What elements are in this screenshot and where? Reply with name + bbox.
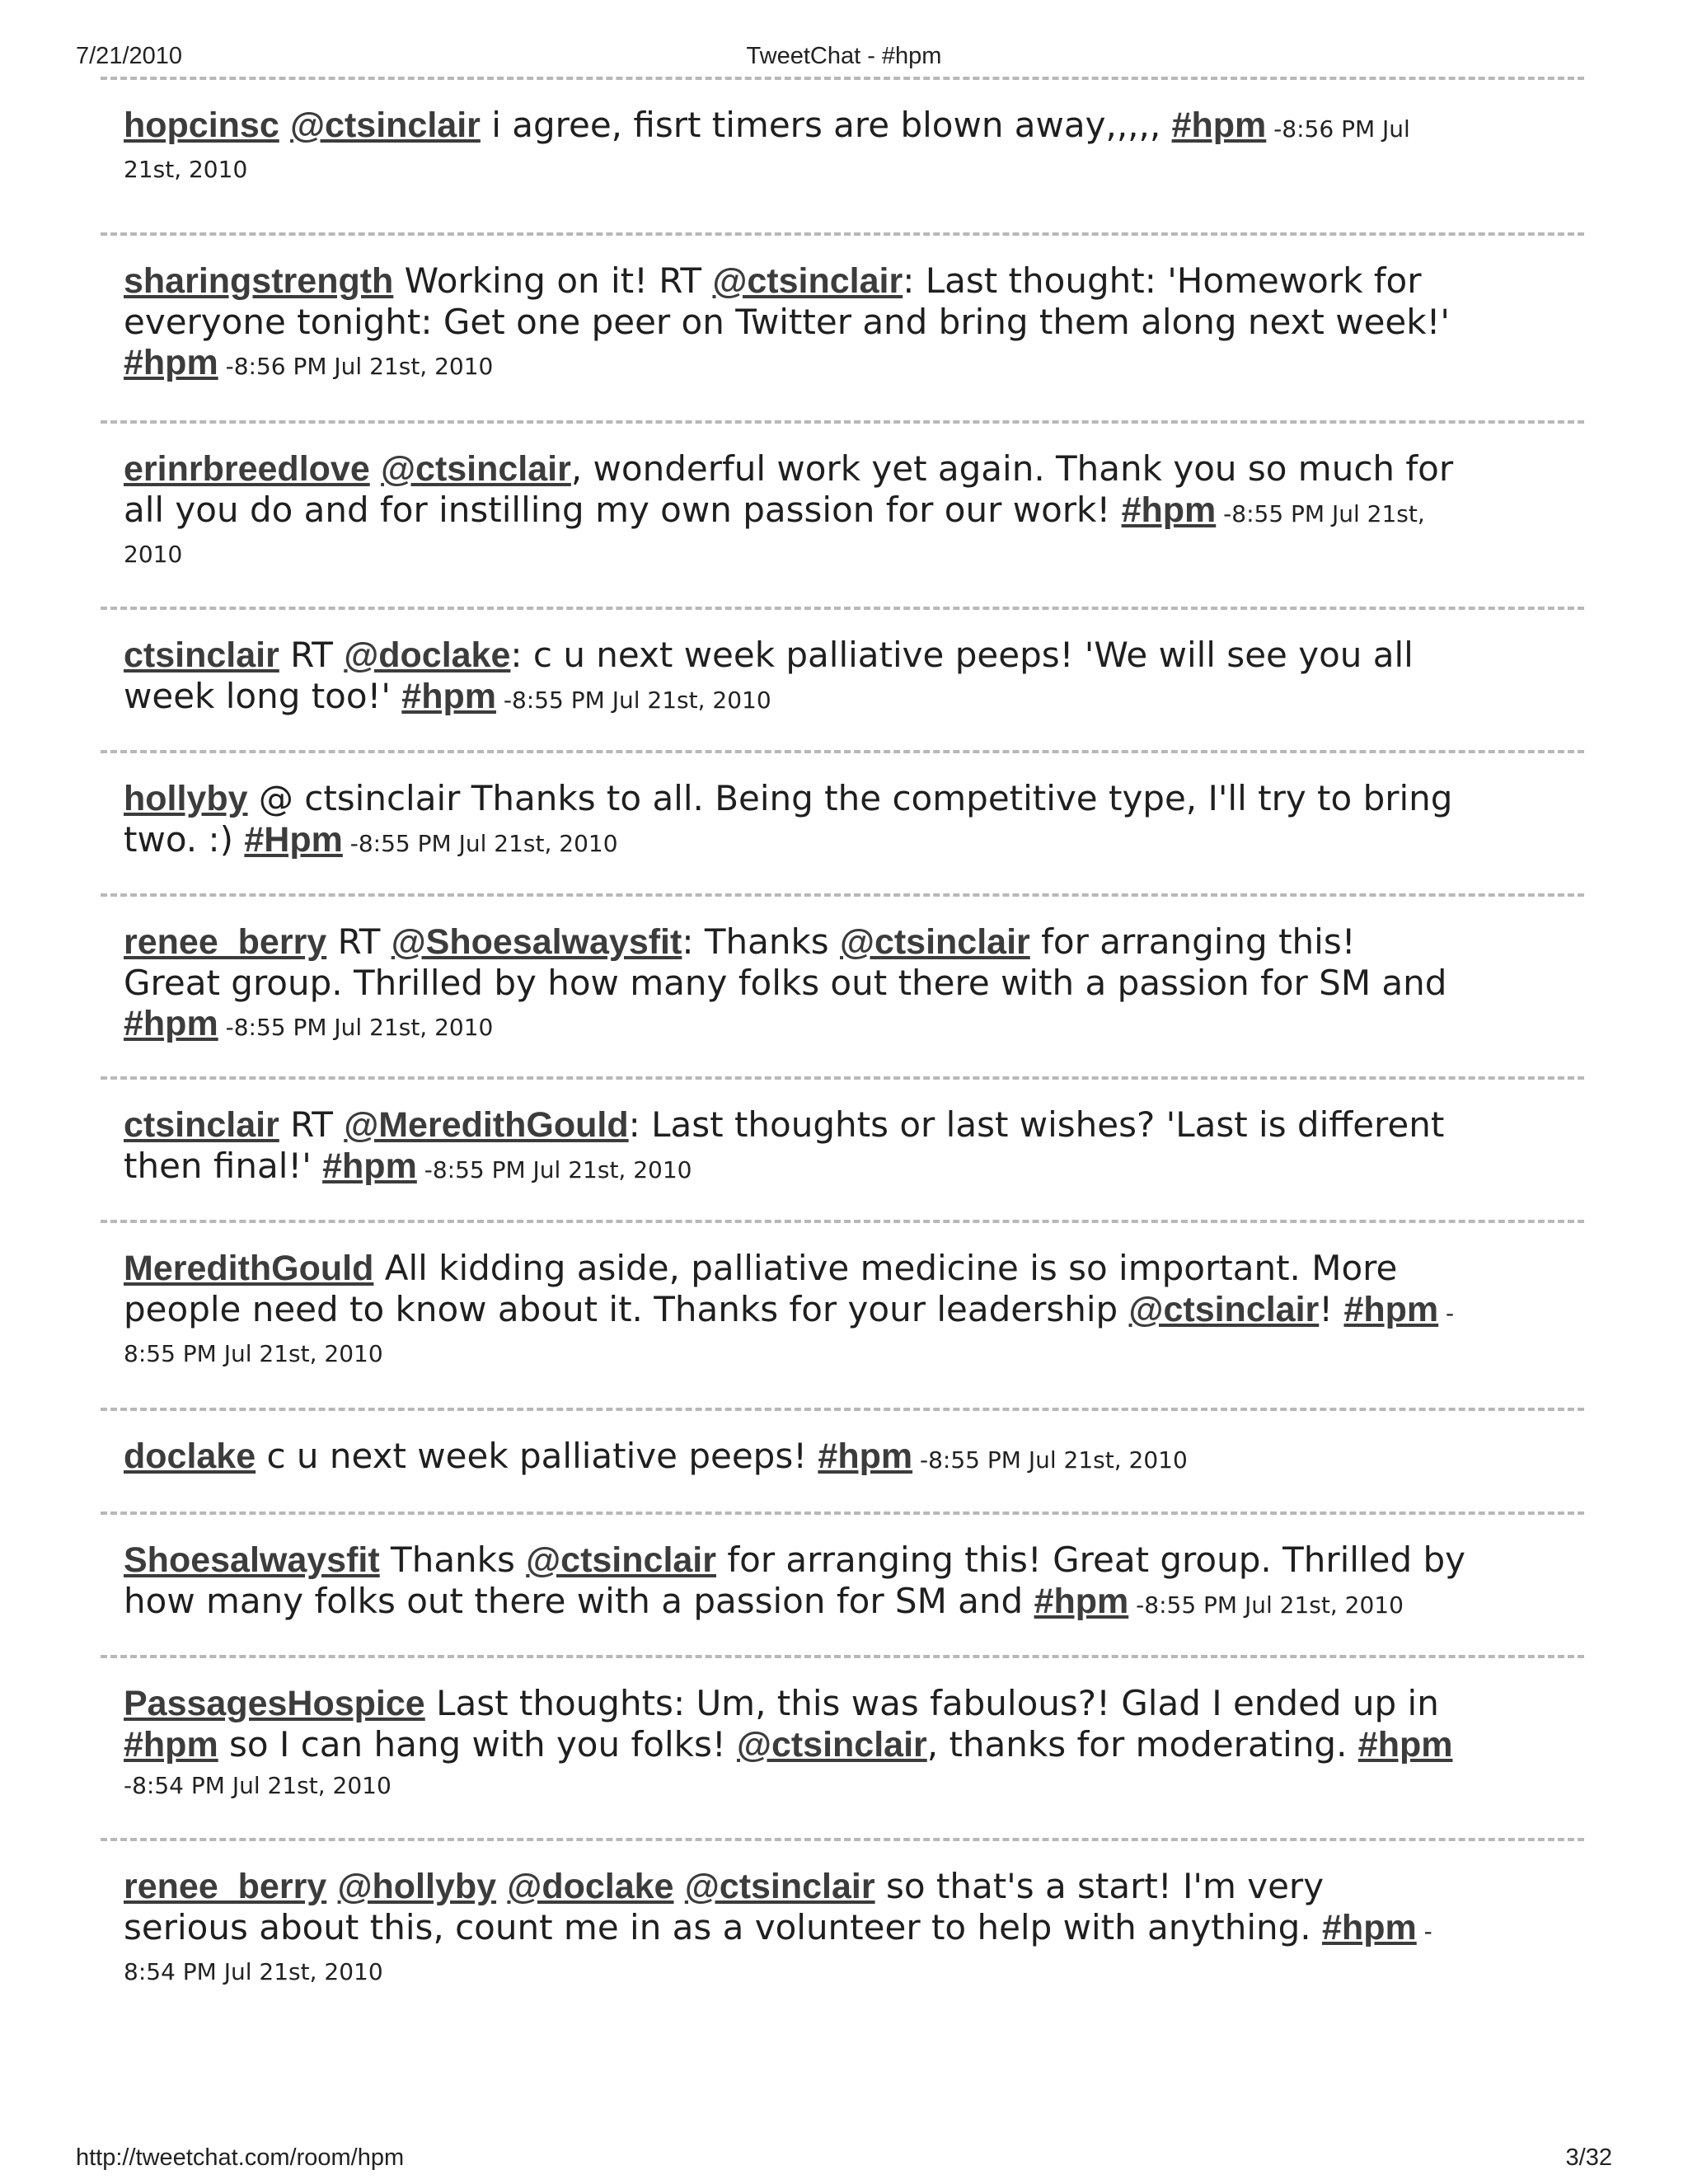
tweet-text: ! [1319, 1289, 1344, 1329]
tweet-line [124, 635, 1561, 676]
tweet-username-link[interactable]: renee_berry [124, 1867, 327, 1906]
print-header-title: TweetChat - #hpm [746, 43, 942, 69]
tweet-line [124, 534, 1561, 575]
tweet-timestamp: 8:55 PM Jul 21st, 2010 [124, 1340, 383, 1367]
tweet-text [279, 105, 290, 145]
mention-link[interactable]: @ctsinclair [1128, 1290, 1320, 1329]
tweet-line [124, 1003, 1561, 1047]
tweet-text: All kidding aside, palliative medicine is so important. More [373, 1248, 1398, 1288]
tweet-username-link[interactable]: MeredithGould [124, 1249, 374, 1288]
tweet-item [101, 77, 1584, 232]
tweet-line [124, 1724, 1561, 1765]
mention-link[interactable]: @ctsinclair [526, 1540, 716, 1580]
tweet-timestamp: -8:54 PM Jul 21st, 2010 [124, 1772, 392, 1799]
tweet-timestamp: - [1438, 1300, 1455, 1327]
tweet-timestamp: -8:56 PM Jul [1266, 115, 1410, 143]
tweet-line [124, 963, 1561, 1003]
hashtag-link[interactable]: #hpm [1034, 1582, 1129, 1621]
tweet-line [124, 302, 1561, 342]
tweet-text: Working on it! RT [393, 260, 713, 301]
tweet-line [124, 1436, 1561, 1480]
tweet-username-link[interactable]: doclake [124, 1436, 256, 1476]
tweet-timestamp: -8:55 PM Jul 21st, 2010 [218, 1014, 494, 1041]
tweet-line [124, 921, 1561, 963]
mention-link[interactable]: @ctsinclair [290, 105, 481, 145]
tweet-text: for arranging this! Great group. Thrilled by [715, 1540, 1465, 1580]
tweet-text: Great group. Thrilled by how many folks out there with a passion for SM and [124, 963, 1447, 1003]
tweet-item [101, 1076, 1584, 1220]
tweet-text: RT [326, 921, 392, 962]
tweet-text: serious about this, count me in as a volunteer to help with anything. [124, 1907, 1323, 1947]
tweet-item [101, 1655, 1584, 1838]
tweet-timestamp: 2010 [124, 541, 183, 568]
tweet-timestamp: - [1416, 1918, 1432, 1945]
tweet-line [124, 448, 1561, 490]
tweet-timestamp: 21st, 2010 [124, 156, 248, 183]
print-header-date: 7/21/2010 [76, 43, 183, 69]
hashtag-link[interactable]: #hpm [1121, 490, 1217, 530]
tweet-line [124, 1866, 1561, 1907]
tweet-line [124, 1104, 1561, 1146]
tweet-text: , wonderful work yet again. Thank you so much for [570, 448, 1454, 489]
tweet-text: week long too!' [124, 676, 402, 716]
mention-link[interactable]: @Shoesalwaysfit [391, 922, 682, 962]
tweet-timestamp: -8:55 PM Jul 21st, [1216, 500, 1425, 527]
tweet-text: c u next week palliative peeps! [256, 1436, 818, 1476]
tweet-line [124, 1146, 1561, 1190]
tweet-item [101, 1220, 1584, 1408]
mention-link[interactable]: @ctsinclair [684, 1867, 875, 1906]
tweet-username-link[interactable]: hopcinsc [124, 105, 279, 145]
tweet-username-link[interactable]: erinrbreedlove [124, 449, 370, 489]
print-footer-page-number: 3/32 [1565, 2144, 1612, 2171]
hashtag-link[interactable]: #hpm [818, 1436, 913, 1476]
tweet-text: Last thoughts: Um, this was fabulous?! Glad I ended up in [424, 1683, 1439, 1723]
tweet-text: how many folks out there with a passion for SM and [124, 1581, 1034, 1621]
tweet-text: : Last thought: 'Homework for [903, 260, 1422, 301]
mention-link[interactable]: @doclake [344, 635, 511, 675]
tweet-username-link[interactable]: hollyby [124, 779, 248, 818]
tweet-username-link[interactable]: ctsinclair [124, 1105, 279, 1145]
tweet-line [124, 1581, 1561, 1625]
tweet-text: , thanks for moderating. [926, 1724, 1358, 1765]
tweet-item [101, 893, 1584, 1076]
mention-link[interactable]: @ctsinclair [840, 922, 1030, 962]
hashtag-link[interactable]: #hpm [124, 1004, 218, 1043]
tweet-text: everyone tonight: Get one peer on Twitter and bring them along next week!' [124, 302, 1450, 342]
tweet-item [101, 420, 1584, 607]
tweet-username-link[interactable]: sharingstrength [124, 261, 394, 301]
hashtag-link[interactable]: #hpm [322, 1146, 417, 1186]
tweet-feed [101, 77, 1584, 2011]
tweet-line [124, 1540, 1561, 1581]
tweet-text: people need to know about it. Thanks for your leadership [124, 1289, 1129, 1329]
hashtag-link[interactable]: #hpm [1357, 1725, 1453, 1765]
tweet-text [673, 1866, 684, 1906]
tweet-line [124, 105, 1561, 149]
tweet-text [370, 448, 381, 489]
tweet-line [124, 149, 1561, 190]
tweet-timestamp: -8:55 PM Jul 21st, 2010 [912, 1446, 1188, 1474]
tweet-item [101, 750, 1584, 893]
tweet-item [101, 1408, 1584, 1511]
tweet-timestamp: -8:56 PM Jul 21st, 2010 [218, 353, 494, 380]
tweet-item [101, 607, 1584, 750]
tweet-timestamp: -8:55 PM Jul 21st, 2010 [1128, 1591, 1404, 1619]
tweet-text: i agree, fisrt timers are blown away,,,,, [480, 105, 1172, 145]
hashtag-link[interactable]: #hpm [1343, 1290, 1439, 1329]
tweet-timestamp: 8:54 PM Jul 21st, 2010 [124, 1958, 383, 1985]
hashtag-link[interactable]: #hpm [1171, 105, 1267, 145]
tweet-line [124, 1248, 1561, 1289]
print-footer-url: http://tweetchat.com/room/hpm [76, 2144, 405, 2171]
tweet-line [124, 1907, 1561, 1952]
mention-link[interactable]: @ctsinclair [737, 1725, 927, 1765]
tweet-item [101, 1838, 1584, 2011]
tweet-text: two. :) [124, 819, 245, 860]
tweet-timestamp: -8:55 PM Jul 21st, 2010 [416, 1156, 692, 1183]
tweet-timestamp: -8:55 PM Jul 21st, 2010 [342, 830, 618, 857]
tweet-text [326, 1866, 337, 1906]
tweet-username-link[interactable]: Shoesalwaysfit [124, 1540, 380, 1580]
tweet-text [496, 1866, 507, 1906]
hashtag-link[interactable]: #hpm [124, 1725, 218, 1765]
tweet-line [124, 1289, 1561, 1333]
tweet-line [124, 1952, 1561, 1993]
tweet-text: : Thanks [682, 921, 841, 962]
tweet-text: : Last thoughts or last wishes? 'Last is different [628, 1104, 1445, 1145]
tweet-text: for arranging this! [1029, 921, 1356, 962]
tweet-item [101, 1511, 1584, 1655]
tweet-text: then final!' [124, 1146, 323, 1186]
tweet-line [124, 1765, 1561, 1807]
tweet-username-link[interactable]: renee_berry [124, 922, 327, 962]
tweet-line [124, 490, 1561, 534]
tweet-text: : c u next week palliative peeps! 'We will see you all [510, 635, 1414, 675]
hashtag-link[interactable]: #Hpm [244, 820, 343, 860]
tweet-line [124, 342, 1561, 387]
mention-link[interactable]: @hollyby [337, 1867, 497, 1906]
tweet-line [124, 778, 1561, 819]
tweet-line [124, 819, 1561, 864]
tweet-text: RT [279, 635, 345, 675]
tweet-text: so I can hang with you folks! [218, 1724, 738, 1765]
tweet-timestamp: -8:55 PM Jul 21st, 2010 [495, 687, 771, 714]
tweet-item [101, 232, 1584, 420]
tweet-line [124, 676, 1561, 720]
tweet-line [124, 1683, 1561, 1724]
tweet-text: @ ctsinclair Thanks to all. Being the competitive type, I'll try to bring [247, 778, 1453, 818]
tweet-text: Thanks [379, 1540, 527, 1580]
tweet-text: all you do and for instilling my own passion for our work! [124, 490, 1122, 530]
tweet-text: so that's a start! I'm very [874, 1866, 1325, 1906]
hashtag-link[interactable]: #hpm [401, 677, 496, 716]
tweet-line [124, 1333, 1561, 1375]
hashtag-link[interactable]: #hpm [124, 343, 218, 382]
mention-link[interactable]: @MeredithGould [344, 1105, 629, 1145]
mention-link[interactable]: @ctsinclair [712, 261, 903, 301]
mention-link[interactable]: @doclake [507, 1867, 674, 1906]
tweet-text: RT [279, 1104, 345, 1145]
tweet-username-link[interactable]: PassagesHospice [124, 1684, 425, 1723]
tweet-username-link[interactable]: ctsinclair [124, 635, 279, 675]
mention-link[interactable]: @ctsinclair [381, 449, 571, 489]
tweet-line [124, 260, 1561, 302]
hashtag-link[interactable]: #hpm [1322, 1908, 1417, 1947]
